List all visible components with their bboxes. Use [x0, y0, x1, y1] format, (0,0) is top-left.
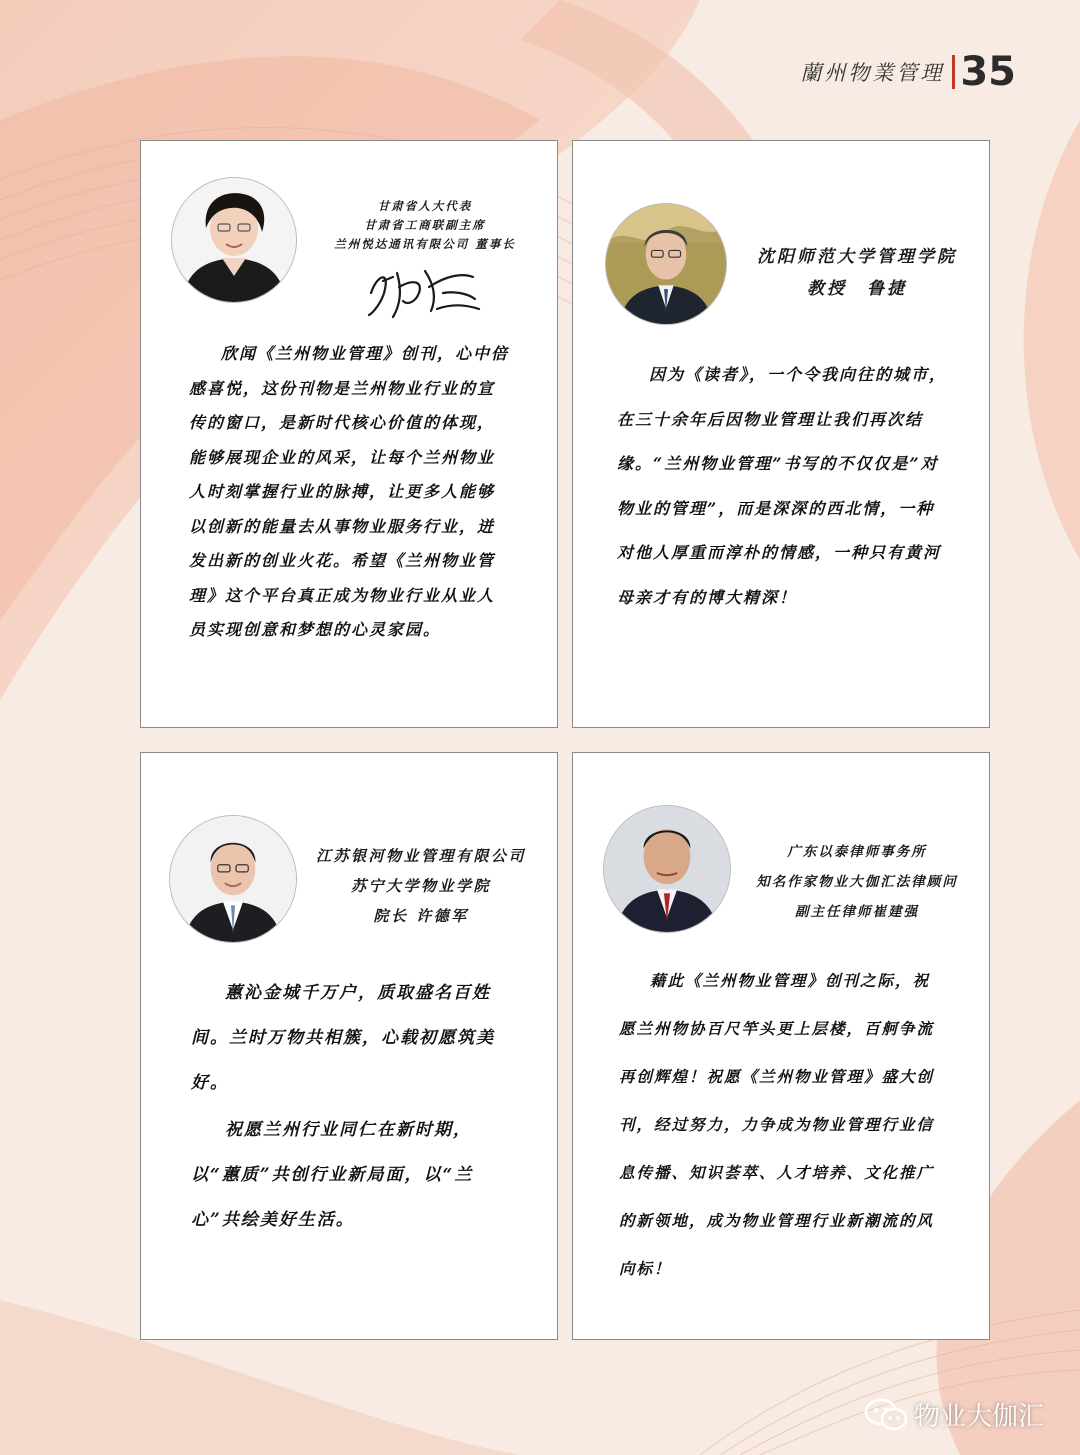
watermark-text: 物业大伽汇	[913, 1402, 1044, 1432]
page-number: 35	[960, 49, 1016, 95]
message-text: 蕙沁金城千万户，质取盛名百姓间。兰时万物共相簇，心载初愿筑美好。 祝愿兰州行业同仁在新时期，以“蕙质”共创行业新局面，以“兰心”共绘美好生活。	[191, 983, 495, 1230]
magazine-title: 蘭州物業管理	[800, 61, 945, 85]
message-text: 因为《读者》，一个令我向往的城市，在三十余年后因物业管理让我们再次结缘。“兰州物业管理”书写的不仅仅是”对物业的管理”，而是深深的西北情，一种对他人厚重而淳朴的情感，一种只有黄河母亲才有的博大精深！	[617, 365, 948, 607]
message-card-2	[572, 140, 990, 728]
handwritten-signature	[363, 253, 483, 323]
message-text: 藉此《兰州物业管理》创刊之际，祝愿兰州物协百尺竿头更上层楼，百舸争流再创辉煌！祝愿《兰州物业管理》盛大创刊，经过努力，力争成为物业管理行业信息传播、知识荟萃、人才培养、文化推广的新领地，成为物业管理行业新潮流的风向标！	[619, 971, 935, 1278]
portrait-photo	[171, 177, 297, 303]
message-card-1	[140, 140, 558, 728]
page-header	[800, 49, 1016, 95]
author-title: 沈阳师范大学管理学院 教授 鲁捷	[757, 247, 957, 299]
message-card-4	[572, 752, 990, 1340]
watermark	[864, 1396, 1044, 1433]
portrait-photo	[603, 805, 731, 933]
author-title: 甘肃省人大代表 甘肃省工商联副主席 兰州悦达通讯有限公司 董事长	[334, 199, 516, 251]
portrait-photo	[605, 203, 727, 325]
portrait-photo	[169, 815, 297, 943]
wechat-icon	[864, 1398, 908, 1432]
author-title: 广东以泰律师事务所 知名作家物业大伽汇法律顾问 副主任律师崔建强	[756, 844, 958, 920]
header-divider	[952, 55, 955, 89]
author-title: 江苏银河物业管理有限公司 苏宁大学物业学院 院长 许德军	[315, 847, 526, 925]
message-card-3	[140, 752, 558, 1340]
message-text: 欣闻《兰州物业管理》创刊，心中倍感喜悦，这份刊物是兰州物业行业的宣传的窗口，是新时代核心价值的体现，能够展现企业的风采，让每个兰州物业人时刻掌握行业的脉搏，让更多人能够以创新的能量去从事物业服务行业，迸发出新的创业火花。希望《兰州物业管理》这个平台真正成为物业行业从业人员实现创意和梦想的心灵家园。	[189, 344, 510, 639]
